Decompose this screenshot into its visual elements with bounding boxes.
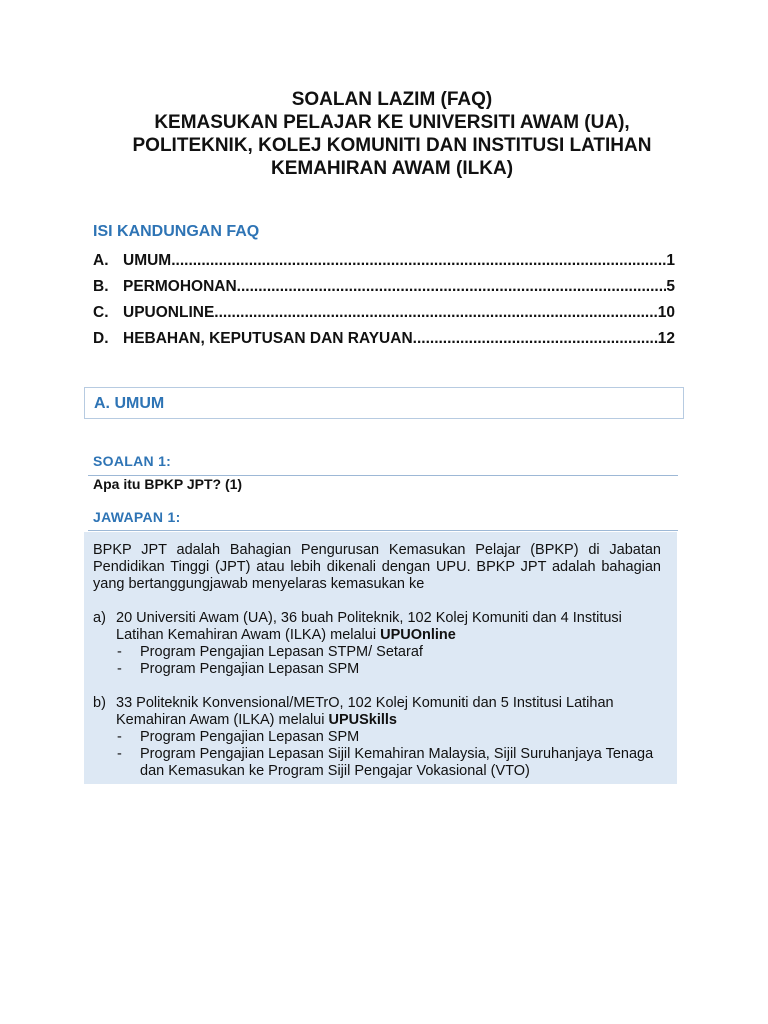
toc-entry-umum[interactable]	[93, 252, 675, 278]
program-item: - Program Pengajian Lepasan SPM	[117, 661, 661, 678]
section-title: A. UMUM	[94, 395, 165, 412]
toc-leader-dots	[214, 304, 657, 322]
toc-entry-label: PERMOHONAN	[123, 278, 237, 295]
program-item: - Program Pengajian Lepasan SPM	[117, 729, 661, 746]
toc-entry-permohonan[interactable]	[93, 278, 675, 304]
toc-entry-number: D.	[93, 330, 109, 347]
toc-entry-label: UPUONLINE	[123, 304, 215, 321]
program-list	[116, 729, 661, 780]
item-marker: a)	[93, 610, 106, 626]
toc-entry-page: 12	[657, 330, 675, 347]
table-of-contents	[93, 252, 675, 356]
answer-item-a	[93, 610, 661, 678]
toc-leader-dots	[171, 252, 666, 270]
question-text: Apa itu BPKP JPT? (1)	[93, 476, 243, 492]
toc-entry-page: 5	[666, 278, 675, 295]
toc-entry-number: A.	[93, 252, 109, 269]
title-line-3: POLITEKNIK, KOLEJ KOMUNITI DAN INSTITUSI LATIHAN	[132, 135, 652, 156]
question-label: SOALAN 1:	[93, 453, 172, 469]
item-marker: b)	[93, 695, 106, 711]
document-title	[60, 88, 724, 180]
answer-box	[84, 532, 677, 784]
answer-divider	[88, 530, 678, 531]
program-list	[116, 644, 661, 678]
toc-entry-hebahan[interactable]	[93, 330, 675, 356]
toc-entry-label: HEBAHAN, KEPUTUSAN DAN RAYUAN	[123, 330, 413, 347]
answer-label: JAWAPAN 1:	[93, 509, 181, 525]
toc-entry-label: UMUM	[123, 252, 172, 269]
toc-heading: ISI KANDUNGAN FAQ	[93, 223, 260, 240]
system-name: UPUSkills	[328, 712, 397, 728]
toc-leader-dots	[413, 330, 658, 348]
title-line-2: KEMASUKAN PELAJAR KE UNIVERSITI AWAM (UA),	[154, 112, 630, 133]
answer-item-b	[93, 695, 661, 780]
toc-entry-number: C.	[93, 304, 109, 321]
toc-entry-page: 10	[657, 304, 675, 321]
toc-entry-number: B.	[93, 278, 109, 295]
program-item: - Program Pengajian Lepasan STPM/ Setaraf	[117, 644, 661, 661]
title-line-4: KEMAHIRAN AWAM (ILKA)	[270, 158, 514, 179]
item-text: 33 Politeknik Konvensional/METrO, 102 Kolej Komuniti dan 5 Institusi Latihan Kemahiran Awam (ILKA) melalui	[116, 695, 614, 728]
title-line-1: SOALAN LAZIM (FAQ)	[291, 89, 493, 110]
program-item: - Program Pengajian Lepasan Sijil Kemahiran Malaysia, Sijil Suruhanjaya Tenaga dan Kemasukan ke Program Sijil Pengajar Vokasional (VTO)	[117, 746, 661, 780]
answer-intro: BPKP JPT adalah Bahagian Pengurusan Kemasukan Pelajar (BPKP) di Jabatan Pendidikan Tinggi (JPT) atau lebih dikenali dengan UPU. BPKP JPT adalah bahagian yang bertanggungjawab menyelaras kemasukan ke	[93, 542, 661, 592]
toc-entry-upuonline[interactable]	[93, 304, 675, 330]
item-text: 20 Universiti Awam (UA), 36 buah Politeknik, 102 Kolej Komuniti dan 4 Institusi Latihan Kemahiran Awam (ILKA) melalui	[116, 610, 622, 643]
toc-entry-page: 1	[666, 252, 675, 269]
toc-leader-dots	[237, 278, 667, 296]
section-header-box	[84, 387, 684, 419]
system-name: UPUOnline	[380, 627, 456, 643]
